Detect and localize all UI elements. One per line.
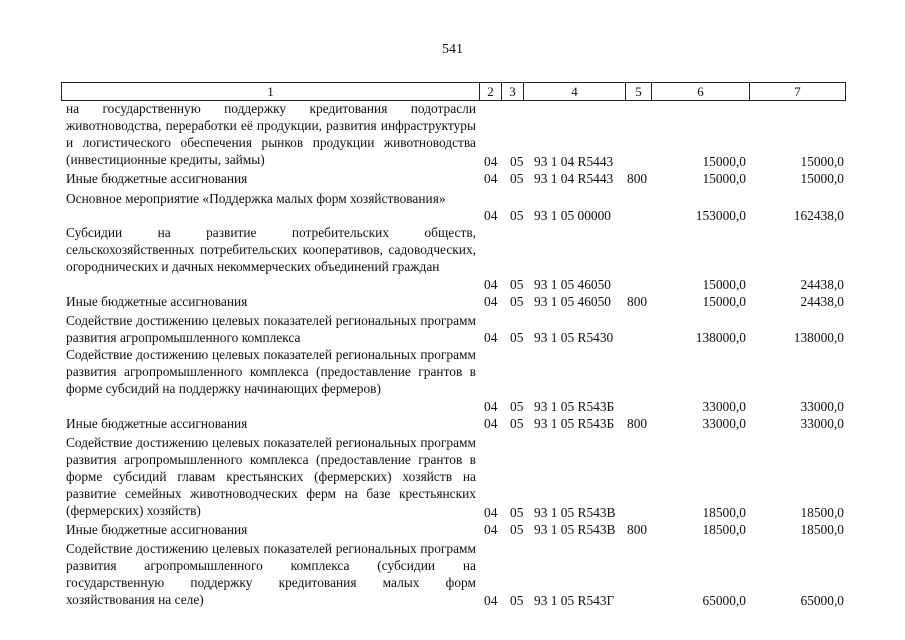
row-subsection: 05 xyxy=(510,522,524,537)
row-description: Содействие достижению целевых показателей региональных программ развития агропромышленного комплекса xyxy=(66,313,476,346)
row-amount-col6: 15000,0 xyxy=(702,171,746,186)
row-amount-col6: 18500,0 xyxy=(702,505,746,520)
row-description: Субсидии на развитие потребительских обществ, сельскохозяйственных потребительских кооперативов, садоводческих, огороднических и дачных некоммерческих объединений граждан xyxy=(66,225,476,275)
row-amount-col7: 33000,0 xyxy=(800,416,844,431)
row-section: 04 xyxy=(484,154,498,169)
row-description: Содействие достижению целевых показателей региональных программ развития агропромышленного комплекса (субсидии на государственную поддержку кредитования малых форм хозяйствования на селе) xyxy=(66,541,476,608)
row-amount-col7: 65000,0 xyxy=(800,593,844,608)
header-col-3: 3 xyxy=(502,83,524,100)
row-expense-type: 800 xyxy=(627,294,648,309)
row-subsection: 05 xyxy=(510,593,524,608)
row-target-code: 93 1 05 R543Б xyxy=(534,399,615,414)
row-target-code: 93 1 05 R543Б xyxy=(534,416,615,431)
row-amount-col7: 15000,0 xyxy=(800,171,844,186)
row-subsection: 05 xyxy=(510,277,524,292)
row-amount-col7: 18500,0 xyxy=(800,505,844,520)
row-section: 04 xyxy=(484,171,498,186)
row-amount-col6: 15000,0 xyxy=(702,277,746,292)
row-target-code: 93 1 05 R543В xyxy=(534,522,616,537)
row-subsection: 05 xyxy=(510,399,524,414)
row-amount-col7: 24438,0 xyxy=(800,277,844,292)
row-amount-col7: 162438,0 xyxy=(793,208,844,223)
row-amount-col6: 15000,0 xyxy=(702,294,746,309)
row-amount-col7: 15000,0 xyxy=(800,154,844,169)
row-target-code: 93 1 05 46050 xyxy=(534,294,611,309)
row-description: Основное мероприятие «Поддержка малых форм хозяйствования» xyxy=(66,191,446,206)
row-description: на государственную поддержку кредитования подотрасли животноводства, переработки её продукции, развития инфраструктуры и логистического обеспечения рынков продукции животноводства (инвестиционные кредиты, займы) xyxy=(66,101,476,168)
row-amount-col7: 18500,0 xyxy=(800,522,844,537)
row-target-code: 93 1 04 R5443 xyxy=(534,171,614,186)
row-section: 04 xyxy=(484,522,498,537)
row-description: Иные бюджетные ассигнования xyxy=(66,416,248,431)
row-amount-col6: 153000,0 xyxy=(695,208,746,223)
row-section: 04 xyxy=(484,593,498,608)
header-col-6: 6 xyxy=(652,83,750,100)
row-amount-col7: 24438,0 xyxy=(800,294,844,309)
row-target-code: 93 1 04 R5443 xyxy=(534,154,614,169)
row-target-code: 93 1 05 R543Г xyxy=(534,593,615,608)
row-amount-col7: 33000,0 xyxy=(800,399,844,414)
page-number: 541 xyxy=(442,42,463,57)
row-section: 04 xyxy=(484,208,498,223)
row-target-code: 93 1 05 R5430 xyxy=(534,330,614,345)
row-amount-col6: 33000,0 xyxy=(702,416,746,431)
row-description: Содействие достижению целевых показателей региональных программ развития агропромышленного комплекса (предоставление грантов в форме субсидий на поддержку начинающих фермеров) xyxy=(66,347,476,397)
row-expense-type: 800 xyxy=(627,416,648,431)
header-col-7: 7 xyxy=(750,83,846,100)
row-subsection: 05 xyxy=(510,171,524,186)
row-section: 04 xyxy=(484,416,498,431)
row-target-code: 93 1 05 46050 xyxy=(534,277,611,292)
row-target-code: 93 1 05 R543В xyxy=(534,505,616,520)
row-subsection: 05 xyxy=(510,208,524,223)
row-description: Содействие достижению целевых показателей региональных программ развития агропромышленного комплекса (предоставление грантов в форме субсидий главам крестьянских (фермерских) хозяйств на развитие семейных животноводческих ферм на базе крестьянских (фермерских) хозяйств) xyxy=(66,435,476,519)
row-subsection: 05 xyxy=(510,154,524,169)
row-description: Иные бюджетные ассигнования xyxy=(66,294,248,309)
row-amount-col6: 33000,0 xyxy=(702,399,746,414)
row-subsection: 05 xyxy=(510,330,524,345)
row-section: 04 xyxy=(484,277,498,292)
header-col-4: 4 xyxy=(524,83,626,100)
row-subsection: 05 xyxy=(510,416,524,431)
header-col-5: 5 xyxy=(626,83,652,100)
row-amount-col6: 65000,0 xyxy=(702,593,746,608)
row-amount-col6: 18500,0 xyxy=(702,522,746,537)
row-section: 04 xyxy=(484,294,498,309)
row-description: Иные бюджетные ассигнования xyxy=(66,522,248,537)
row-section: 04 xyxy=(484,330,498,345)
row-section: 04 xyxy=(484,399,498,414)
row-description: Иные бюджетные ассигнования xyxy=(66,171,248,186)
table-header xyxy=(61,82,846,101)
row-expense-type: 800 xyxy=(627,171,648,186)
header-col-2: 2 xyxy=(480,83,502,100)
header-col-1: 1 xyxy=(62,83,480,100)
row-amount-col6: 15000,0 xyxy=(702,154,746,169)
row-subsection: 05 xyxy=(510,294,524,309)
row-subsection: 05 xyxy=(510,505,524,520)
row-expense-type: 800 xyxy=(627,522,648,537)
row-section: 04 xyxy=(484,505,498,520)
row-amount-col7: 138000,0 xyxy=(793,330,844,345)
row-target-code: 93 1 05 00000 xyxy=(534,208,611,223)
row-amount-col6: 138000,0 xyxy=(695,330,746,345)
